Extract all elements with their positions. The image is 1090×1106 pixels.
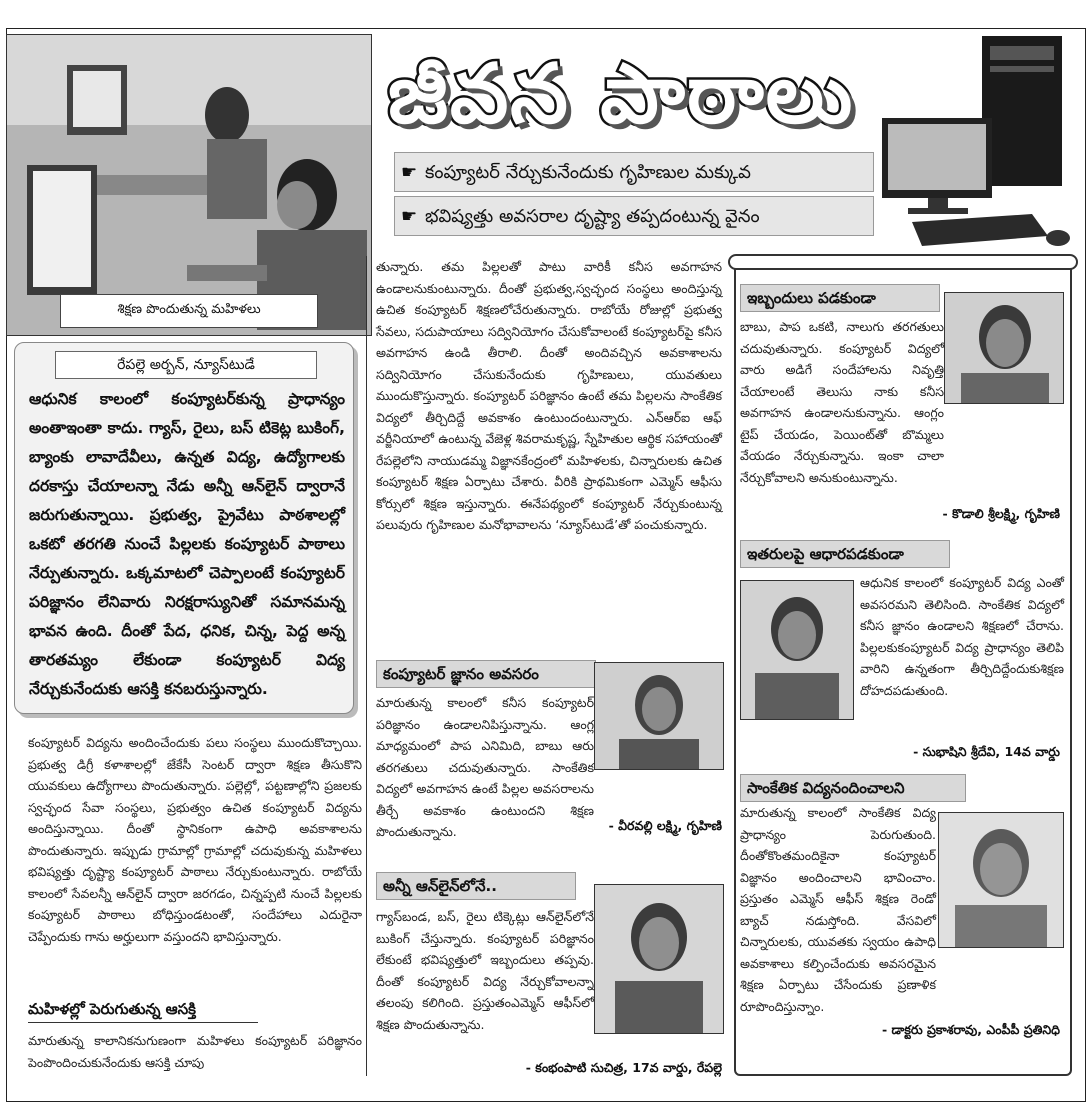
column-rule	[366, 256, 367, 1076]
headline: జీవన పాఠాలు	[388, 47, 855, 142]
box-text-not-depending: ఆధునిక కాలంలో కంప్యూటర్ విద్య ఎంతో అవసరమని తెలిసింది. సాంకేతిక విద్యలో కనీస జ్ఞానం ఉండాలని శిక్షణలో చేరాను. పిల్లలకుకంప్యూటర్ విద్య ప్రాధాన్యం తెలిపి వారిని ఉన్నతంగా తీర్చిదిద్దేందుకుశిక్షణ దోహదపడుతుంది.	[860, 575, 1064, 698]
column-1-body: కంప్యూటర్ విద్యను అందించేందుకు పలు సంస్థలు ముందుకొచ్చాయి. ప్రభుత్వ డిగ్రీ కళాశాలల్లో జేకేసీ సెంటర్ ద్వారా శిక్షణ తీసుకొని యువకులు ఉద్యోగాలు పొందుతున్నారు. పల్లెల్లో, పట్టణాల్లోని ప్రజలకు స్వచ్ఛంద సేవా సంస్థలు, ప్రభుత్వం ఉచిత కంప్యూటర్ విద్యను అందిస్తున్నాయి. దీంతో స్థానికంగా ఉపాధి అవకాశాలను పొందుతున్నారు. ఇప్పుడు గ్రామాల్లో గ్రామాల్లో చదువుకున్న మహిళలు భవిష్యత్తు దృష్ట్యా కంప్యూటర్ పాఠాలు నేర్చుకుంటున్నారు. రాబోయే కాలంలో సేవలన్నీ ఆన్‌లైన్ ద్వారా జరగడం, చిన్నప్పటి నుంచే పిల్లలకు కంప్యూటర్ పాఠాలు బోధిస్తుండటంతో, సందేహాలు ఎదురైనా చెప్పేందుకు గాను అర్హులుగా వస్తుందని భావిస్తున్నారు.	[28, 735, 362, 944]
training-photo	[6, 34, 372, 336]
portrait-subhashini-sridevi	[740, 580, 854, 720]
column-1-subhead: మహిళల్లో పెరుగుతున్న ఆసక్తి	[28, 1000, 196, 1018]
box-heading-technical-education: సాంకేతిక విద్యనందించాలని	[740, 774, 966, 802]
subhead-2	[394, 196, 874, 236]
signature-prakasarao: - డాక్టరు ప్రకాశరావు, ఎంపీపీ ప్రతినిధి	[882, 1022, 1060, 1037]
box-heading-not-depending: ఇతరులపై ఆధారపడకుండా	[740, 540, 950, 568]
intro-box	[14, 342, 354, 714]
pointing-hand-icon: ☛	[401, 162, 418, 183]
photo-caption: శిక్షణ పొందుతున్న మహిళలు	[60, 294, 318, 328]
pointing-hand-icon: ☛	[401, 206, 418, 227]
box-text-all-online: గ్యాస్‌బండ, బస్, రైలు టిక్కెట్లు ఆన్‌లైన్‌లోనే బుకింగ్ చేస్తున్నారు. కంప్యూటర్ పరిజ్ఞానం లేకుంటే భవిష్యత్తులో ఇబ్బందులు తప్పవు. దీంతో కంప్యూటర్ విద్య నేర్చుకోవాలన్నా తలంపు కలిగింది. ప్రస్తుతంఎమ్మెస్ ఆఫీస్‌లో శిక్షణ పొందుతున్నాను.	[376, 909, 594, 1032]
portrait-kodali-srilakshmi	[944, 292, 1064, 404]
column-2-body: తున్నారు. తమ పిల్లలతో పాటు వారికీ కనీస అవగాహన ఉండాలనుకుంటున్నారు. దీంతో ప్రభుత్వ,స్వచ్ఛంద సంస్థలు అందిస్తున్న ఉచిత కంప్యూటర్ శిక్షణలోచేరుతున్నారు. రాబోయే రోజుల్లో ప్రభుత్వ సేవలు, సదుపాయాలు సద్వినియోగం చేసుకోవాలంటే కంప్యూటర్‌పై కనీస అవగాహన ఉండి తీరాలి. దీంతో అందివచ్చిన అవకాశాలను సద్వినియోగం చేసుకునేందుకు గృహిణులు, యువతులు ముందుకొస్తున్నారు. కంప్యూటర్ పరిజ్ఞానం ఉంటే తమ పిల్లలను సాంకేతిక విద్యలో తీర్చిదిద్దే అవకాశం ఉంటుందంటున్నారు. ఎన్ఆర్ఐ ఆఫ్ వర్జీనియాలో ఉంటున్న వేజెళ్ల శివరామకృష్ణ, స్నేహితుల ఆర్థిక సహాయంతో రేపల్లెలోని నాయుడమ్మ విజ్ఞానకేంద్రంలో మహిళలకు, చిన్నారులకు ఉచిత కంప్యూటర్ శిక్షణ ఏర్పాటు చేశారు. వీరికి ప్రాథమికంగా ఎమ్మెస్ ఆఫీసు కోర్సులో శిక్షణ ఇస్తున్నారు. ఈనేపథ్యంలో కంప్యూటర్ నేర్చుకుంటున్న పలువురు గృహిణుల మనోభావాలను ‘న్యూస్‌టుడే’తో పంచుకున్నారు.	[376, 259, 722, 532]
dateline: రేపల్లె అర్బన్, న్యూస్‌టుడే	[55, 351, 317, 379]
box-heading-without-difficulty: ఇబ్బందులు పడకుండా	[740, 284, 940, 312]
signature-subhashini: - సుభాషిని శ్రీదేవి, 14వ వార్డు	[913, 744, 1060, 759]
subhead-1-text: కంప్యూటర్ నేర్చుకునేందుకు గృహిణుల మక్కువ	[425, 162, 751, 183]
signature-veeravalli: - వీరవల్లి లక్ష్మి, గృహిణి	[608, 818, 722, 833]
computer-icon	[872, 32, 1082, 252]
subhead-rule	[28, 1022, 258, 1023]
intro-text: ఆధునిక కాలంలో కంప్యూటర్‌కున్న ప్రాధాన్యం అంతాఇంతా కాదు. గ్యాస్, రైలు, బస్ టికెట్ల బుకింగ్, బ్యాంకు లావాదేవీలు, ఉన్నత విద్య, ఉద్యోగాలకు దరకాస్తు చేయాలన్నా నేడు అన్నీ ఆన్‌లైన్ ద్వారానే జరుగుతున్నాయి. ప్రభుత్వ, ప్రైవేటు పాఠశాలల్లో ఒకటో తరగతి నుంచే పిల్లలకు కంప్యూటర్ పాఠాలు నేర్పుతున్నారు. ఒక్కమాటలో చెప్పాలంటే కంప్యూటర్ పరిజ్ఞానం లేనివారు నిరక్షరాస్యునితో సమానమన్న భావన ఉంది. దీంతో పేద, ధనిక, చిన్న, పెద్ద అన్న తారతమ్యం లేకుండా కంప్యూటర్ విద్య నేర్చుకునేందుకు ఆసక్తి కనబరుస్తున్నారు.	[29, 390, 345, 698]
subhead-2-text: భవిష్యత్తు అవసరాల దృష్ట్యా తప్పదంటున్న వైనం	[425, 206, 760, 227]
scroll-top-roll	[728, 254, 1078, 270]
signature-suchitra: - కంభంపాటి సుచిత్ర, 17వ వార్డు, రేపల్లె	[525, 1060, 722, 1075]
box-text-computer-knowledge: మారుతున్న కాలంలో కనీస కంప్యూటర్ పరిజ్ఞానం ఉండాలనిపిస్తున్నాను. ఆంగ్ల మాధ్యమంలో పాప ఎనిమిది, బాబు ఆరు తరగతులు చదువుతున్నారు. సాంకేతిక విద్యలో అవగాహన ఉంటే పిల్లల అవసరాలను తీర్చే అవకాశం ఉంటుందని శిక్షణ పొందుతున్నాను.	[376, 695, 594, 839]
portrait-veeravalli-lakshmi	[594, 662, 724, 770]
box-text-technical-education: మారుతున్న కాలంలో సాంకేతిక విద్య ప్రాధాన్యం పెరుగుతుంది. దీంతోకొంతమందికైనా కంప్యూటర్ విజ్ఞానం అందించాలని భావించాం. ప్రస్తుతం ఎమ్మెస్ ఆఫీస్ శిక్షణ రెండో బ్యాచ్ నడుస్తోంది. వేసవిలో చిన్నారులకు, యువతకు స్వయం ఉపాధి అవకాశాలు కల్పించేందుకు అవసరమైన శిక్షణ ఏర్పాటు చేసేందుకు ప్రణాళిక రూపొందిస్తున్నాం.	[740, 805, 936, 1014]
box-text-without-difficulty: బాబు, పాప ఒకటి, నాలుగు తరగతులు చదువుతున్నారు. కంప్యూటర్ విద్యలో వారు అడిగే సందేహాలను నివృత్తి చేయాలంటే తెలుసు నాకు కనీస అవగాహన ఉండాలనుకున్నాను. ఆంగ్లం టైప్ చేయడం, పెయింట్‌తో బొమ్మలు వేయడం నేర్చుకున్నాను. ఇంకా చాలా నేర్చుకోవాలని అనుకుంటున్నాను.	[740, 319, 944, 485]
signature-kodali: - కొడాలి శ్రీలక్ష్మి, గృహిణి	[942, 506, 1060, 521]
column-1-body-2: మారుతున్న కాలానికనుగుణంగా మహిళలు కంప్యూటర్ పరిజ్ఞానం పెంపొందించుకునేందుకు ఆసక్తి చూపు	[28, 1033, 362, 1070]
portrait-kambhampati-suchitra	[594, 884, 724, 1034]
portrait-dr-prakasarao	[938, 812, 1064, 948]
box-heading-computer-knowledge: కంప్యూటర్ జ్ఞానం అవసరం	[376, 660, 596, 688]
box-heading-all-online: అన్నీ ఆన్‌లైన్‌లోనే..	[376, 872, 576, 900]
subhead-1	[394, 152, 874, 192]
